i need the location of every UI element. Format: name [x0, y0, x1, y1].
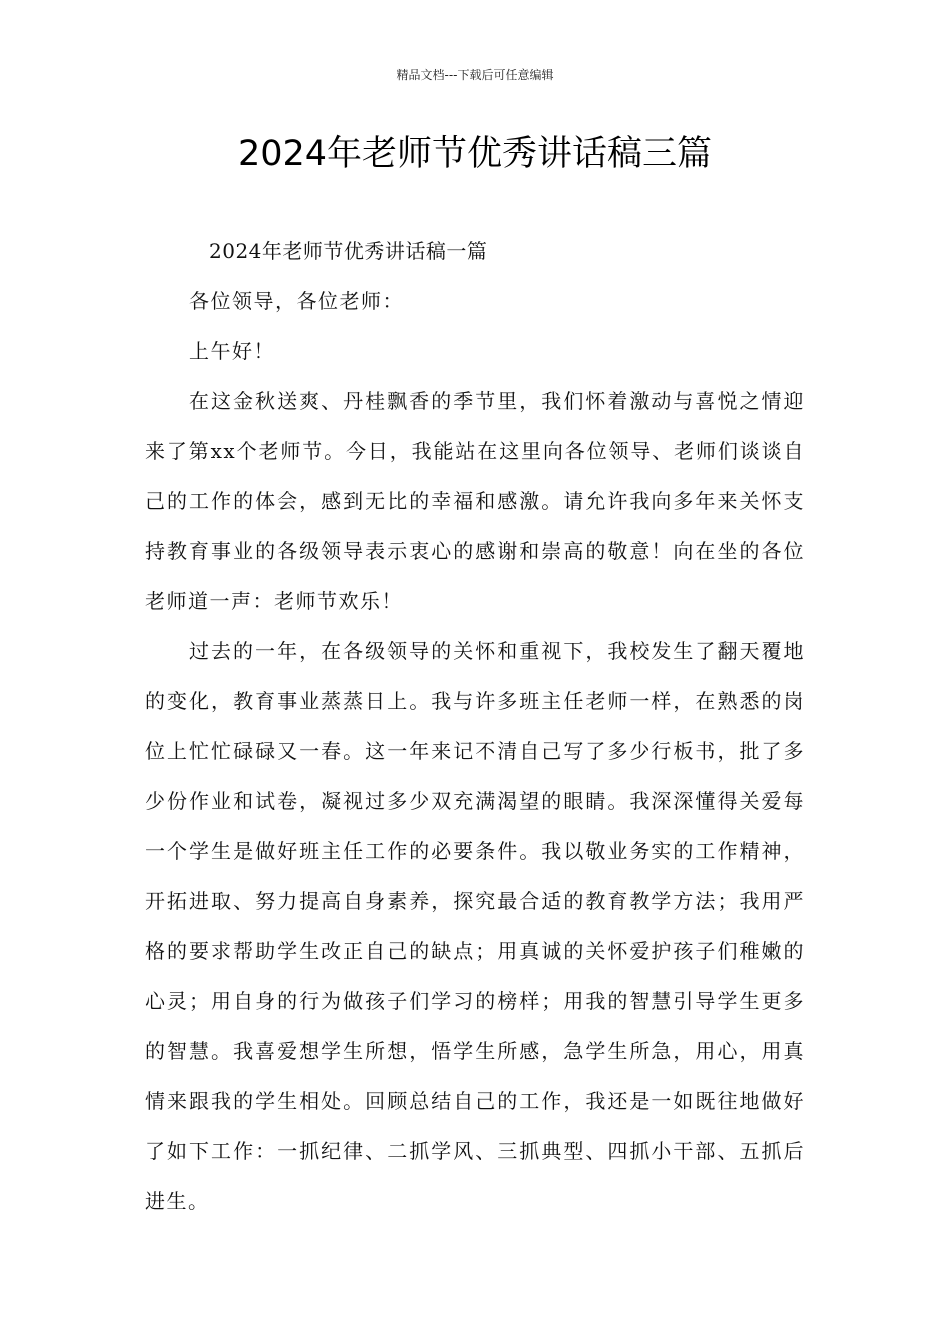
salutation: 各位领导，各位老师：: [189, 289, 404, 313]
document-title: 2024年老师节优秀讲话稿三篇: [237, 134, 713, 174]
page-header: 精品文档---下载后可任意编辑: [396, 68, 554, 82]
body-paragraph: 过去的一年，在各级领导的关怀和重视下，我校发生了翻天覆地的变化，教育事业蒸蒸日上。我与许多班主任老师一样，在熟悉的岗位上忙忙碌碌又一春。这一年来记不清自己写了多少行板书，批了多少份作业和试卷，凝视过多少双充满渴望的眼睛。我深深懂得关爱每一个学生是做好班主任工作的必要条件。我以敬业务实的工作精神，开拓进取、努力提高自身素养，探究最合适的教育教学方法；我用严格的要求帮助学生改正自己的缺点；用真诚的关怀爱护孩子们稚嫩的心灵；用自身的行为做孩子们学习的榜样；用我的智慧引导学生更多的智慧。我喜爱想学生所想，悟学生所感，急学生所急，用心，用真情来跟我的学生相处。回顾总结自己的工作，我还是一如既往地做好了如下工作：一抓纪律、二抓学风、三抓典型、四抓小干部、五抓后进生。: [145, 639, 805, 1213]
body-paragraph: 在这金秋送爽、丹桂飘香的季节里，我们怀着激动与喜悦之情迎来了第xx个老师节。今日，我能站在这里向各位领导、老师们谈谈自己的工作的体会，感到无比的幸福和感激。请允许我向多年来关怀支持教育事业的各级领导表示衷心的感谢和崇高的敬意！向在坐的各位老师道一声：老师节欢乐！: [145, 389, 805, 613]
greeting: 上午好！: [189, 339, 275, 363]
document-subtitle: 2024年老师节优秀讲话稿一篇: [209, 239, 488, 263]
document-body: [145, 226, 805, 1226]
